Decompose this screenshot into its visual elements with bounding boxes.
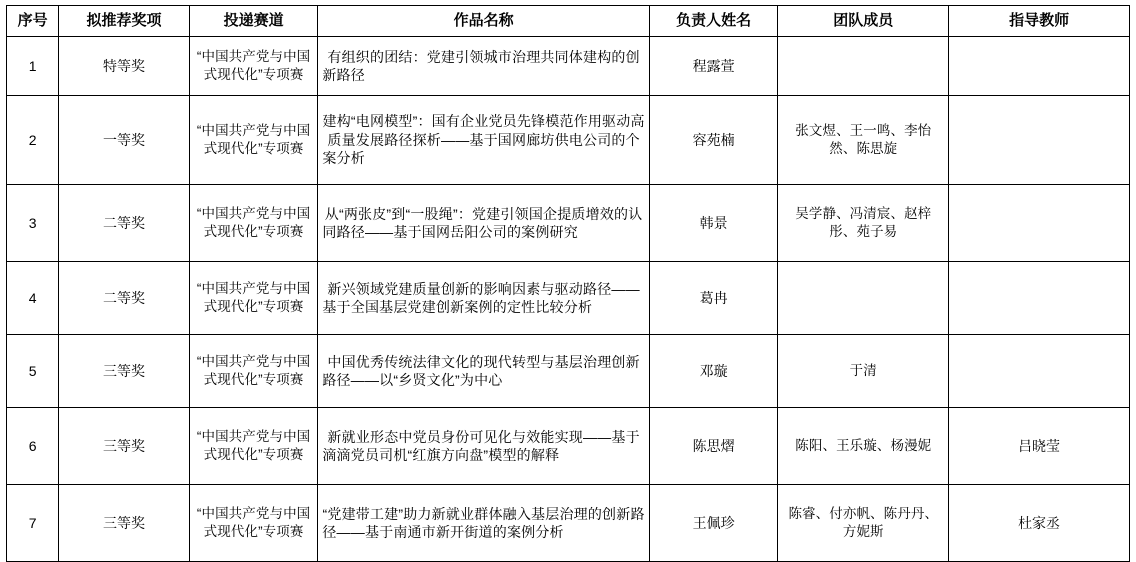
cell-award: 特等奖 <box>59 37 190 96</box>
cell-title: 有组织的团结：党建引领城市治理共同体建构的创新路径 <box>318 37 649 96</box>
table-header-row <box>7 6 1130 37</box>
cell-track: “中国共产党与中国式现代化”专项赛 <box>189 335 318 408</box>
cell-leader: 容苑楠 <box>649 96 778 185</box>
cell-title: “党建带工建”助力新就业群体融入基层治理的创新路径——基于南通市新开街道的案例分析 <box>318 485 649 562</box>
cell-seq: 3 <box>7 185 59 262</box>
table-row <box>7 37 1130 96</box>
cell-title: 建构“电网模型”：国有企业党员先锋模范作用驱动高质量发展路径探析——基于国网廊坊供电公司的个案分析 <box>318 96 649 185</box>
cell-award: 三等奖 <box>59 408 190 485</box>
cell-title: 从“两张皮”到“一股绳”：党建引领国企提质增效的认同路径——基于国网岳阳公司的案例研究 <box>318 185 649 262</box>
cell-teacher <box>949 335 1130 408</box>
table-row <box>7 485 1130 562</box>
cell-seq: 1 <box>7 37 59 96</box>
cell-award: 三等奖 <box>59 485 190 562</box>
column-header-award: 拟推荐奖项 <box>59 6 190 37</box>
cell-leader: 葛冉 <box>649 262 778 335</box>
column-header-leader: 负责人姓名 <box>649 6 778 37</box>
cell-members <box>778 262 949 335</box>
table-row <box>7 96 1130 185</box>
table-row <box>7 335 1130 408</box>
table-row <box>7 262 1130 335</box>
cell-title: 中国优秀传统法律文化的现代转型与基层治理创新路径——以“乡贤文化”为中心 <box>318 335 649 408</box>
cell-seq: 4 <box>7 262 59 335</box>
cell-leader: 陈思熠 <box>649 408 778 485</box>
column-header-members: 团队成员 <box>778 6 949 37</box>
cell-track: “中国共产党与中国式现代化”专项赛 <box>189 485 318 562</box>
cell-leader: 韩景 <box>649 185 778 262</box>
cell-teacher: 吕晓莹 <box>949 408 1130 485</box>
column-header-teacher: 指导教师 <box>949 6 1130 37</box>
cell-leader: 邓璇 <box>649 335 778 408</box>
cell-leader: 王佩珍 <box>649 485 778 562</box>
cell-title: 新兴领域党建质量创新的影响因素与驱动路径——基于全国基层党建创新案例的定性比较分析 <box>318 262 649 335</box>
cell-members: 吴学静、冯清宸、赵梓彤、苑子易 <box>778 185 949 262</box>
cell-leader: 程露萱 <box>649 37 778 96</box>
table-row <box>7 185 1130 262</box>
cell-teacher <box>949 262 1130 335</box>
cell-seq: 6 <box>7 408 59 485</box>
column-header-seq: 序号 <box>7 6 59 37</box>
cell-track: “中国共产党与中国式现代化”专项赛 <box>189 408 318 485</box>
cell-teacher <box>949 96 1130 185</box>
cell-award: 一等奖 <box>59 96 190 185</box>
cell-members: 张文煜、王一鸣、李怡然、陈思旋 <box>778 96 949 185</box>
cell-seq: 5 <box>7 335 59 408</box>
cell-award: 二等奖 <box>59 262 190 335</box>
column-header-title: 作品名称 <box>318 6 649 37</box>
cell-seq: 2 <box>7 96 59 185</box>
cell-track: “中国共产党与中国式现代化”专项赛 <box>189 96 318 185</box>
cell-track: “中国共产党与中国式现代化”专项赛 <box>189 262 318 335</box>
cell-teacher <box>949 37 1130 96</box>
cell-title: 新就业形态中党员身份可见化与效能实现——基于滴滴党员司机“红旗方向盘”模型的解释 <box>318 408 649 485</box>
cell-seq: 7 <box>7 485 59 562</box>
cell-teacher: 杜家丞 <box>949 485 1130 562</box>
column-header-track: 投递赛道 <box>189 6 318 37</box>
cell-award: 二等奖 <box>59 185 190 262</box>
table-row <box>7 408 1130 485</box>
cell-members <box>778 37 949 96</box>
cell-track: “中国共产党与中国式现代化”专项赛 <box>189 185 318 262</box>
cell-members: 陈阳、王乐璇、杨漫妮 <box>778 408 949 485</box>
cell-track: “中国共产党与中国式现代化”专项赛 <box>189 37 318 96</box>
award-recommendation-table <box>6 5 1130 562</box>
cell-members: 陈睿、付亦帆、陈丹丹、方妮斯 <box>778 485 949 562</box>
cell-award: 三等奖 <box>59 335 190 408</box>
cell-members: 于清 <box>778 335 949 408</box>
cell-teacher <box>949 185 1130 262</box>
